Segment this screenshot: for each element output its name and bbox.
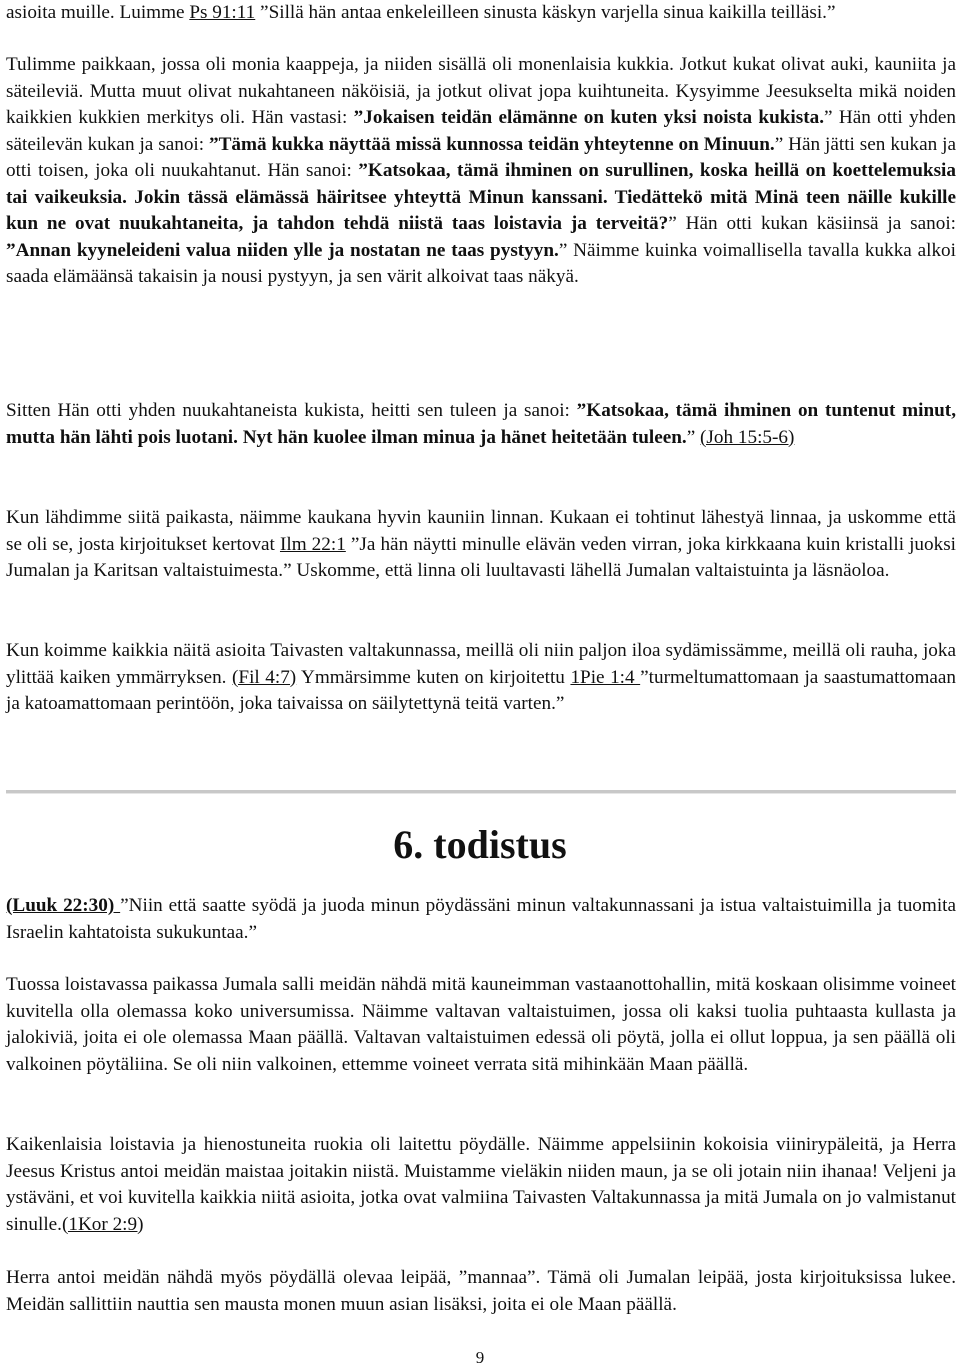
paragraph-3 — [6, 398, 956, 451]
bold-quote: ”Jokaisen teidän elämänne on kuten yksi noista kukista. — [353, 107, 825, 128]
paragraph-8 — [6, 1132, 956, 1238]
bold-quote: ”Katsokaa, tämä ihminen on tuntenut minut, mutta hän lähti pois luotani. Nyt hän kuolee ilman minua ja hänet heitetään tuleen. — [6, 400, 956, 448]
paragraph-9 — [6, 1265, 956, 1318]
text: ” — [686, 426, 701, 448]
paragraph-5 — [6, 638, 956, 718]
scripture-link-joh-15-5-6[interactable]: (Joh 15:5-6) — [700, 426, 795, 448]
text: Herra antoi meidän nähdä myös pöydällä olevaa leipää, ”mannaa”. Tämä oli Jumalan leipää, josta kirjoituksissa lukee. Meidän sallittiin nauttia sen mausta monen muun asian lisäksi, joita ei ole Maan päällä. — [6, 1267, 956, 1315]
page-number: 9 — [475, 1348, 485, 1367]
bold-quote: ”Tämä kukka näyttää missä kunnossa teidän yhteytenne on Minuun. — [209, 133, 775, 155]
paragraph-7 — [6, 972, 956, 1078]
text: ” Hän jätti sen kukan ja otti toisen, joka oli nuukahtanut. Hän sanoi: — [6, 133, 956, 181]
text: ”Ja hän näytti minulle elävän veden virran, joka kirkkaana kuin kristalli juoksi Jumalan ja Karitsan valtaistuimesta.” Uskomme, että linna oli luultavasti lähellä Jumalan valtaistuinta ja läsnäoloa. — [6, 533, 957, 581]
horizontal-divider — [6, 790, 956, 794]
scripture-link-fil-4-7[interactable]: (Fil 4:7) — [232, 666, 297, 688]
text: ”turmeltumattomaan ja saastumattomaan ja katoamattomaan perintöön, joka taivaissa on säilytettynä teitä varten.” — [6, 666, 956, 714]
text: Kaikenlaisia loistavia ja hienostuneita ruokia oli laitettu pöydälle. Näimme appelsiinin kokoisia viinirypäleitä, ja Herra Jeesus Kristus antoi meidän maistaa joitakin niistä. Muistamme vieläkin niiden maun, ja se oli jotain niin ihanaa! Veljeni ja ystäväni, et voi kuvitella kaikkia niitä asioita, jotka ovat valmiina Taivasten Valtakunnassa ja mitä Jumala on jo valmistanut sinulle. — [6, 1134, 956, 1235]
text: Kun koimme kaikkia näitä asioita Taivasten valtakunnassa, meillä oli niin paljon iloa sydämissämme, meillä oli rauha, joka ylittää kaiken ymmärryksen. — [6, 640, 956, 688]
text: Tuossa loistavassa paikassa Jumala salli meidän nähdä mitä kauneimman vastaanottohallin, mitä koskaan olisimme voineet kuvitella olla olemassa koko universumissa. Näimme valtavan valtaistuimen, jossa oli kaksi tuolia puhtaasta kullasta ja jalokiviä, joita ei ole olemassa Maan päällä. Valtavan valtaistuimen edessä oli pöytä, jolla ei ollut loppua, ja sen päällä oli valkoinen pöytäliina. Se oli niin valkoinen, ettemme voineet verrata sitä mihinkään Maan päällä. — [6, 974, 956, 1075]
scripture-link-1kor-2-9[interactable]: (1Kor 2:9) — [61, 1213, 144, 1235]
text: asioita muille. Luimme — [6, 2, 190, 23]
paragraph-6 — [6, 893, 956, 946]
paragraph-1 — [6, 0, 956, 27]
text: Ymmärsimme kuten on kirjoitettu — [296, 666, 571, 688]
bold-quote: ”Annan kyyneleideni valua niiden ylle ja nostatan ne taas pystyyn. — [6, 239, 559, 261]
scripture-link-ps-91-11[interactable]: Ps 91:11 — [189, 2, 256, 23]
scripture-link-ilm-22-1[interactable]: Ilm 22:1 — [279, 533, 346, 555]
text: ”Niin että saatte syödä ja juoda minun pöydässäni minun valtakunnassani ja istua valtaistuimilla ja tuomita Israelin kahtatoista sukukuntaa.” — [6, 895, 957, 943]
text: ” Hän otti yhden säteilevän kukan ja sanoi: — [6, 107, 956, 155]
text: Sitten Hän otti yhden nuukahtaneista kukista, heitti sen tuleen ja sanoi: — [6, 400, 577, 421]
text: ” Hän otti kukan käsiinsä ja sanoi: — [668, 213, 956, 234]
section-title: 6. todistus — [393, 822, 567, 867]
text: Kun lähdimme siitä paikasta, näimme kaukana hyvin kauniin linnan. Kukaan ei tohtinut lähestyä linnaa, ja uskomme että se oli se, josta kirjoitukset kertovat — [6, 507, 956, 555]
scripture-link-1pie-1-4[interactable]: 1Pie 1:4 — [570, 666, 641, 688]
paragraph-4 — [6, 505, 956, 585]
text: ” Näimme kuinka voimallisella tavalla kukka alkoi saada elämäänsä takaisin ja nousi pystyyn, ja sen värit alkoivat taas näkyä. — [6, 239, 956, 287]
text: ”Sillä hän antaa enkeleilleen sinusta käskyn varjella sinua kaikilla teilläsi.” — [255, 2, 836, 23]
scripture-link-luuk-22-30[interactable]: (Luuk 22:30) — [6, 895, 121, 916]
paragraph-2 — [6, 52, 956, 291]
bold-quote: ”Katsokaa, tämä ihminen on surullinen, koska heillä on koettelemuksia tai vaikeuksia. Jokin tässä elämässä häiritsee yhteyttä Minun kanssani. Tiedättekö mitä Minä teen näille kukille kun ne ovat nuukahtaneita, ja tahdon tehdä niistä taas loistavia ja terveitä? — [6, 160, 956, 234]
text: Tulimme paikkaan, jossa oli monia kaappeja, ja niiden sisällä oli monenlaisia kukkia. Jotkut kukat olivat auki, kauniita ja säteileviä. Mutta muut olivat nukahtaneen näköisiä, ja jotkut olivat jopa kuihtuneita. Kysyimme Jeesukselta mikä noiden kaikkien kukkien merkitys oli. Hän vastasi: — [6, 54, 956, 128]
